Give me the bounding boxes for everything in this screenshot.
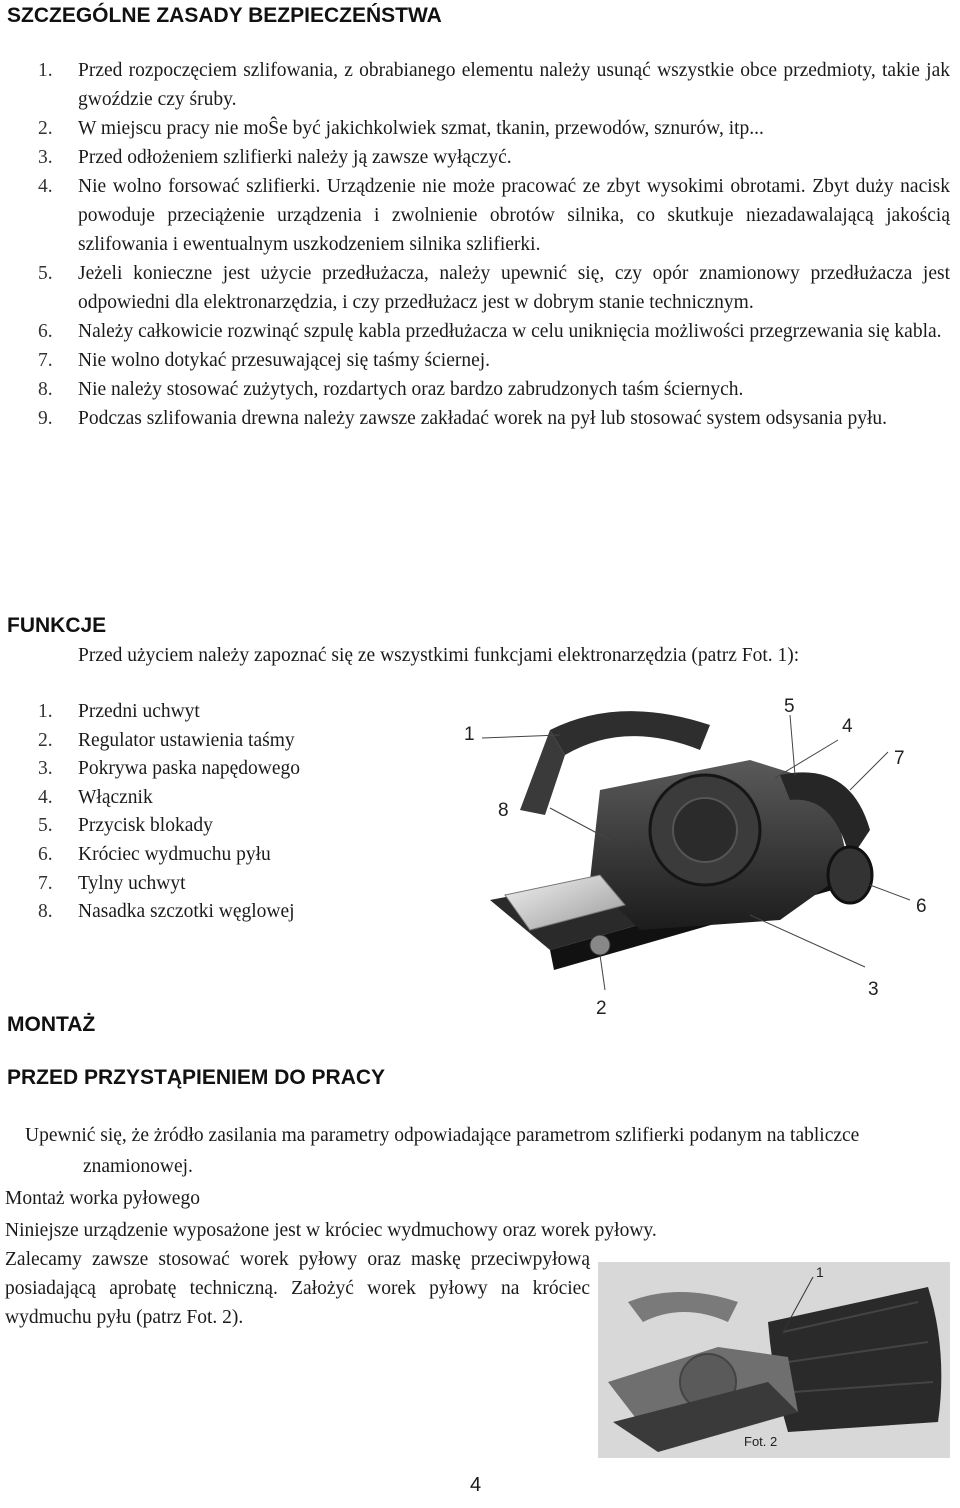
safety-rule-item-text: Jeżeli konieczne jest użycie przedłużacza, należy upewnić się, czy opór znamionowy przedłużacza jest odpowiedni dla elektronarzędzia, i czy przedłużacz jest w dobrym stanie technicznym. [78,263,950,313]
safety-rule-item-number: 8. [38,379,53,400]
safety-rule-item-number: 5. [38,263,53,284]
callout-5: 5 [784,696,795,717]
safety-rule-item-number: 7. [38,350,53,371]
function-item-text: Przedni uchwyt [78,701,200,722]
page-number: 4 [470,1474,482,1496]
function-item-number: 5. [38,815,53,837]
safety-rule-item-number: 2. [38,118,53,139]
dust-bag-heading: Montaż worka pyłowego [5,1188,200,1209]
safety-rule-item [38,143,950,172]
safety-rule-item-number: 3. [38,147,53,168]
safety-rule-item [38,317,950,346]
function-item-number: 8. [38,901,53,923]
function-item [38,755,300,784]
safety-rule-item [38,56,950,114]
callout-8: 8 [498,800,509,821]
belt-adjust-knob [590,935,610,955]
front-handle [550,711,710,755]
function-item-number: 3. [38,758,53,780]
safety-rule-item-text: Przed rozpoczęciem szlifowania, z obrabianego elementu należy usunąć wszystkie obce przedmioty, takie jak gwoździe czy śruby. [78,60,950,110]
safety-rule-item-text: Nie należy stosować zużytych, rozdartych oraz bardzo zabrudzonych taśm ściernych. [78,379,744,400]
callout-1: 1 [464,724,475,745]
safety-rule-item-number: 1. [38,60,53,81]
photo2-caption: Fot. 2 [744,1434,778,1449]
safety-rule-item-number: 6. [38,321,53,342]
dust-bag-paragraph: Niniejsze urządzenie wyposażone jest w króciec wydmuchowy oraz worek pyłowy. [5,1220,657,1241]
power-supply-text: Upewnić się, że żródło zasilania ma parametry odpowiadające parametrom szlifierki podanym na tabliczce znamionowej. [25,1125,860,1177]
function-item-number: 2. [38,729,53,751]
safety-rule-item [38,404,950,433]
assembly-heading: MONTAŻ [7,1013,96,1036]
function-item-text: Regulator ustawienia taśmy [78,729,295,751]
safety-rule-item [38,375,950,404]
function-item [38,698,300,727]
safety-rule-item-text: Nie wolno forsować szlifierki. Urządzenie nie może pracować ze zbyt wysokimi obrotami. Zbyt duży nacisk powoduje przeciążenie urządzenia i zwolnienie obrotów silnika, co skutkuje niezadawalającą jakością szlifowania i ewentualnym uszkodzeniem silnika szlifierki. [78,176,950,255]
function-item [38,812,300,841]
safety-rule-item [38,114,950,143]
function-item-text: Pokrywa paska napędowego [78,758,301,780]
safety-rule-item [38,259,950,317]
dust-bag-photo [598,1262,950,1458]
function-item-text: Włącznik [78,786,153,808]
functions-list [38,698,300,927]
photo2-callout-1: 1 [816,1264,824,1280]
function-item-number: 1. [38,701,53,722]
function-item-text: Przycisk blokady [78,815,213,837]
safety-rule-item-text: Przed odłożeniem szlifierki należy ją zawsze wyłączyć. [78,147,512,168]
safety-rule-item-text: Podczas szlifowania drewna należy zawsze zakładać worek na pył lub stosować system odsysania pyłu. [78,408,887,429]
safety-rule-item [38,172,950,259]
callout-6: 6 [916,896,927,917]
callout-2: 2 [596,998,607,1019]
function-item [38,870,300,899]
function-item [38,898,300,927]
callout-3: 3 [868,979,879,1000]
function-item-text: Króciec wydmuchu pyłu [78,843,271,865]
function-item [38,727,300,756]
callout-7: 7 [894,748,905,769]
safety-rule-item-text: W miejscu pracy nie moŜe być jakichkolwiek szmat, tkanin, przewodów, sznurów, itp... [78,118,764,139]
before-work-heading: PRZED PRZYSTĄPIENIEM DO PRACY [7,1066,386,1089]
function-item [38,841,300,870]
callout-4: 4 [842,716,853,737]
functions-intro: Przed użyciem należy zapoznać się ze wszystkimi funkcjami elektronarzędzia (patrz Fot. 1): [78,645,800,666]
functions-heading: FUNKCJE [7,614,107,637]
belt-sander-photo [450,690,950,1030]
dust-port [828,847,872,903]
safety-rule-item [38,346,950,375]
safety-rule-item-number: 4. [38,176,53,197]
safety-rules-list [38,56,950,433]
safety-heading: SZCZEGÓLNE ZASADY BEZPIECZEŃSTWA [7,4,442,27]
function-item-text: Nasadka szczotki węglowej [78,901,295,923]
power-supply-paragraph [5,1120,885,1182]
function-item [38,784,300,813]
function-item-number: 6. [38,843,53,865]
safety-rule-item-text: Nie wolno dotykać przesuwającej się taśmy ściernej. [78,350,491,371]
function-item-text: Tylny uchwyt [78,872,186,894]
safety-rule-item-number: 9. [38,408,53,429]
brush-cap [673,798,737,862]
dust-mask-paragraph: Zalecamy zawsze stosować worek pyłowy oraz maskę przeciwpyłową posiadającą aprobatę techniczną. Założyć worek pyłowy na króciec wydmuchu pyłu (patrz Fot. 2). [5,1249,590,1328]
function-item-number: 7. [38,872,53,894]
function-item-number: 4. [38,786,53,808]
safety-rule-item-text: Należy całkowicie rozwinąć szpulę kabla przedłużacza w celu uniknięcia możliwości przegrzewania się kabla. [78,321,942,342]
